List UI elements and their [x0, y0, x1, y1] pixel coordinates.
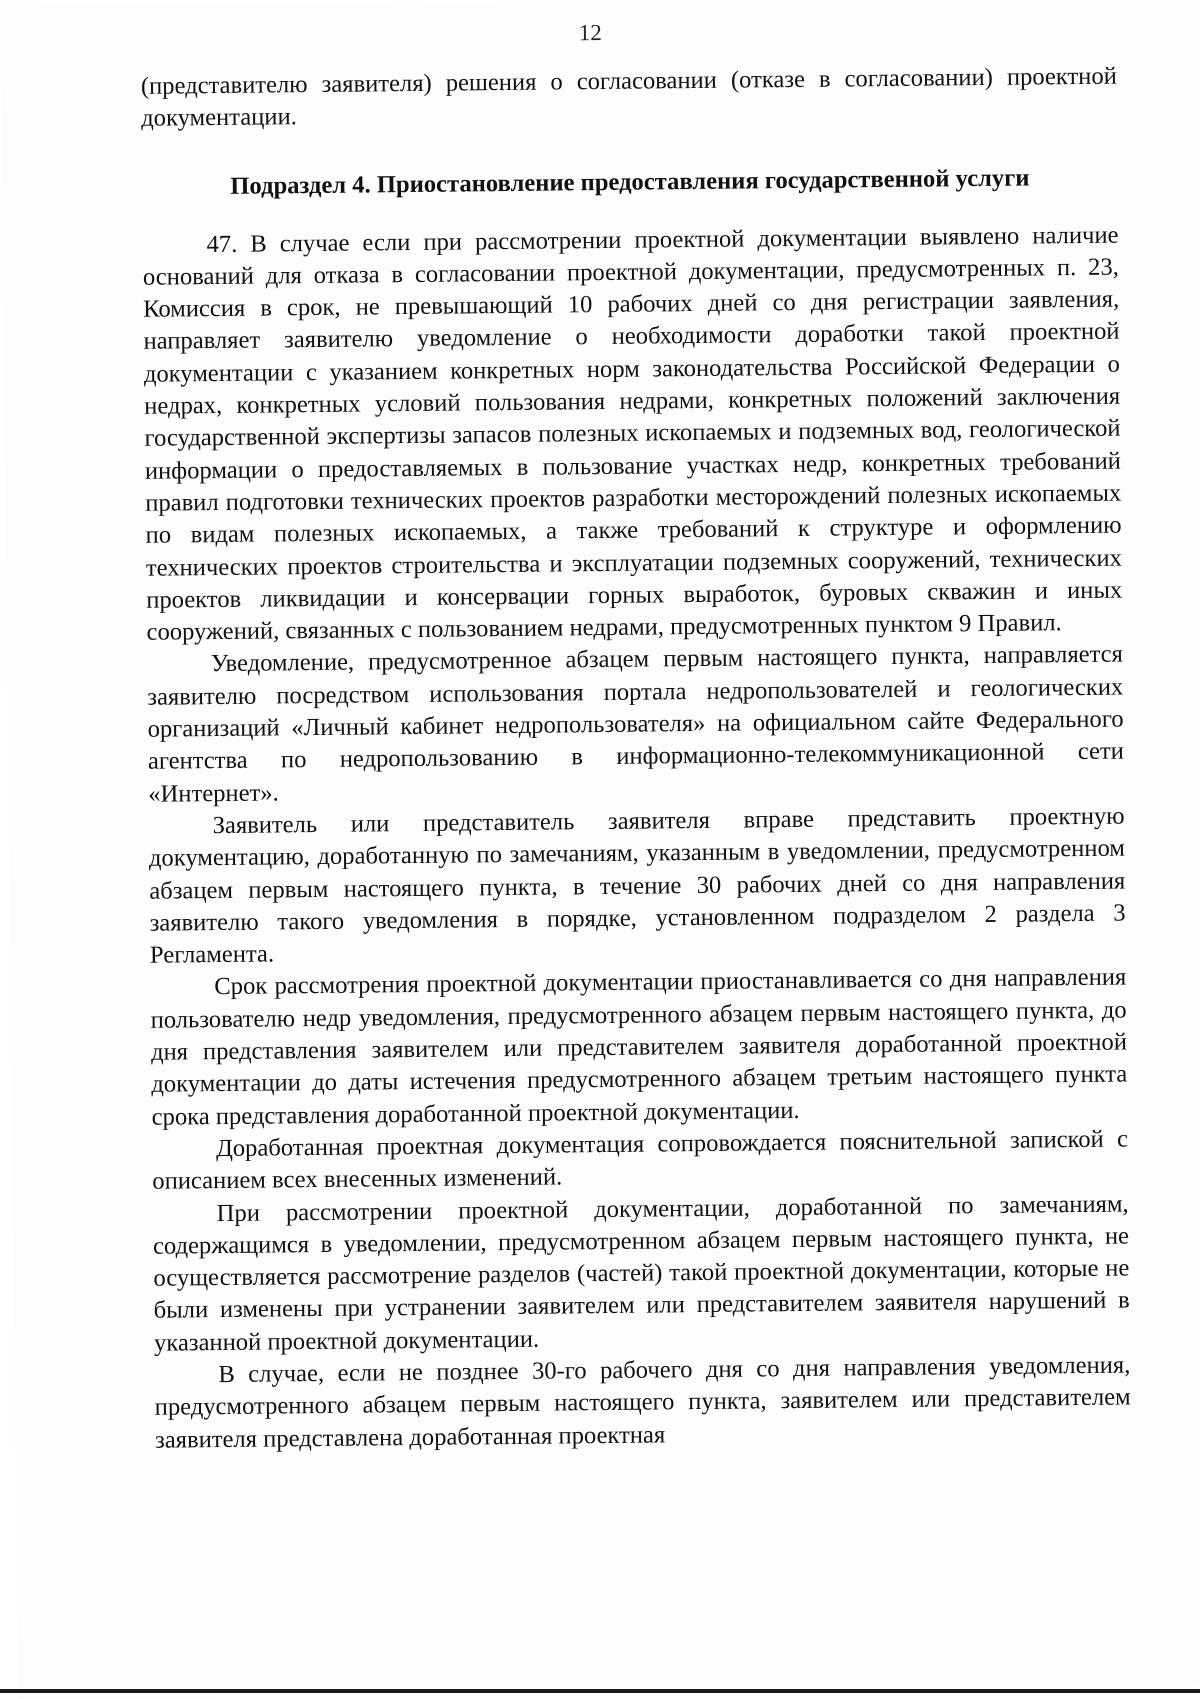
paragraph-47: 47. В случае если при рассмотрении проектной документации выявлено наличие оснований для отказа в согласовании проектной документации, предусмотренных п. 23, Комиссия в срок, не превышающий 10 рабочих дней со дня регистрации заявления, направляет заявителю уведомление о необходимости доработки такой проектной документации с указанием конкретных норм законодательства Российской Федерации о недрах, конкретных условий пользования недрами, конкретных положений заключения государственной экспертизы запасов полезных ископаемых и подземных вод, геологической информации о предоставляемых в пользование участках недр, конкретных требований правил подготовки технических проектов разработки месторождений полезных ископаемых по видам полезных ископаемых, а также требований к структуре и оформлению технических проектов строительства и эксплуатации подземных сооружений, технических проектов ликвидации и консервации горных выработок, буровых скважин и иных сооружений, связанных с пользованием недрами, предусмотренных пунктом 9 Правил. [142, 221, 1123, 646]
paragraph-suspension-term: Срок рассмотрения проектной документации приостанавливается со дня направления пользователю недр уведомления, предусмотренного абзацем первым настоящего пункта, до дня представления заявителем или представителем заявителя доработанной проектной документации до даты истечения предусмотренного абзацем третьим настоящего пункта срока представления доработанной проектной документации. [150, 963, 1128, 1131]
scan-bottom-edge [0, 1689, 1200, 1693]
paragraph-explanatory-note: Доработанная проектная документация сопровождается пояснительной запиской с описанием всех внесенных изменений. [152, 1125, 1129, 1195]
paragraph-continuation: (представителю заявителя) решения о согласовании (отказе в согласовании) проектной документации. [140, 62, 1117, 133]
section-heading: Подраздел 4. Приостановление предоставления государственной услуги [230, 164, 1030, 200]
paragraph-resubmission: Заявитель или представитель заявителя вправе представить проектную документацию, доработанную по замечаниям, указанным в уведомлении, предусмотренном абзацем первым настоящего пункта, в течение 30 рабочих дней со дня направления заявителю такого уведомления в порядке, установленном подразделом 2 раздела 3 Регламента. [148, 802, 1126, 969]
page-number: 12 [578, 19, 602, 46]
document-body [141, 61, 1131, 1457]
paragraph-notification: Уведомление, предусмотренное абзацем первым настоящего пункта, направляется заявителю посредством использования портала недропользователей и геологических организаций «Личный кабинет недропользователя» на официальном сайте Федерального агентства по недропользованию в информационно-телекоммуникационной сети «Интернет». [147, 641, 1125, 808]
paragraph-review-scope: При рассмотрении проектной документации, доработанной по замечаниям, содержащимся в уведомлении, предусмотренном абзацем первым настоящего пункта, не осуществляется рассмотрение разделов (частей) такой проектной документации, которые не были изменены при устранении заявителем или представителем заявителя нарушений в указанной проектной документации. [152, 1190, 1130, 1357]
paragraph-deadline: В случае, если не позднее 30-го рабочего дня со дня направления уведомления, предусмотренного абзацем первым настоящего пункта, заявителем или представителем заявителя представлена доработанная проектная [154, 1351, 1131, 1454]
